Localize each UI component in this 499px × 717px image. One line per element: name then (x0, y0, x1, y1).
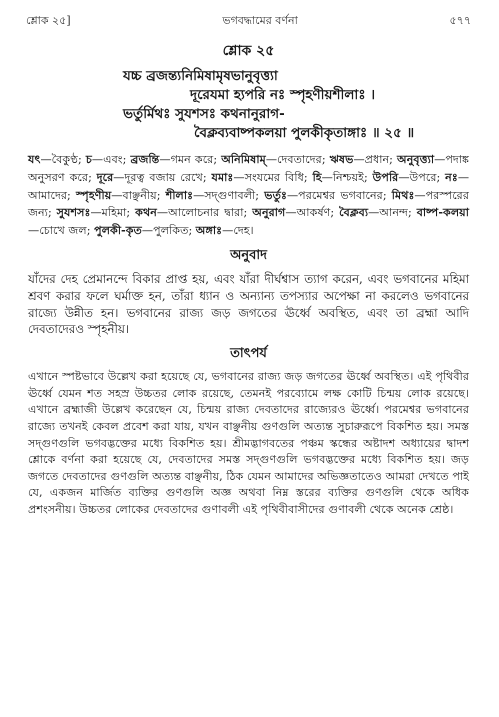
synonym-term: মিথঃ (391, 187, 415, 202)
synonym-meaning: প্রধান (364, 153, 390, 166)
synonym-term: ভর্তুঃ (264, 187, 287, 202)
verse-line: দূরেযমা হ্যপরি নঃ স্পৃহণীয়শীলাঃ । (190, 87, 376, 103)
synonym-meaning: নিশ্চয়ই (332, 170, 364, 184)
synonym-term: অনিমিষাম্ (221, 152, 266, 166)
verse-line: বৈক্লব্যবাষ্পকলয়া পুলকীকৃতাঙ্গাঃ ॥ ২৫ ॥ (194, 125, 415, 141)
synonym-meaning: চোখে জল (39, 224, 87, 238)
synonym-term: স্পৃহণীয় (76, 187, 112, 202)
synonym-term: হি (312, 169, 322, 184)
synonym-meaning: দূরত্ব বজায় রেখে (124, 170, 203, 184)
synonym-item: অনুবৃত্ত্যা—পদাঙ্ক অনুসরণ করে (28, 152, 470, 184)
synonym-item: হি—নিশ্চয়ই (312, 169, 364, 184)
purport-heading: তাৎপর্য (230, 346, 267, 362)
synonym-meaning: মহিমা (101, 206, 127, 220)
synonym-meaning: আকর্ষণ (296, 206, 331, 220)
synonym-item: উপরি—উপরে (372, 169, 437, 184)
synonym-item: পুলকী-কৃত—পুলকিত (94, 223, 189, 238)
synonym-term: বাষ্প-কলয়া (416, 205, 469, 220)
synonym-term: শীলাঃ (165, 187, 194, 202)
synonym-item: ব্রজন্তি—গমন করে (130, 152, 214, 166)
synonym-meaning: উপরে (409, 170, 437, 184)
synonym-item: সুযশসঃ—মহিমা (56, 205, 127, 220)
synonym-term: যমাঃ (211, 169, 234, 184)
synonym-item: কথন—আলোচনার দ্বারা (135, 205, 244, 220)
synonym-item: মিথঃ—পরস্পরের জন্য (28, 187, 469, 220)
synonym-meaning: দেহ (233, 224, 250, 238)
page-number: ৫৭৭ (449, 14, 471, 27)
sanskrit-verse (28, 67, 469, 143)
synonym-item: ঋষভ—প্রধান (329, 152, 390, 166)
word-meanings: যৎ—বৈকুণ্ঠ; চ—এবং; ব্রজন্তি—গমন করে; অনিমিষাম্—দেবতাদের; ঋষভ—প্রধান; অনুবৃত্ত্যা—পদাঙ্ক অনুসরণ করে; দূরে—দূরত্ব বজায় রেখে; যমাঃ—সংযমের বিধি; হি—নিশ্চয়ই; উপরি—উপরে; নঃ—আমাদের; স্পৃহণীয়—বাঞ্ছনীয়; শীলাঃ—সদ্‌গুণাবলী; ভর্তুঃ—পরমেশ্বর ভগবানের; মিথঃ—পরস্পরের জন্য; সুযশসঃ—মহিমা; কথন—আলোচনার দ্বারা; অনুরাগ—আকর্ষণ; বৈক্লব্য—আনন্দ; বাষ্প-কলয়া—চোখে জল; পুলকী-কৃত—পুলকিত; অঙ্গাঃ—দেহ। (28, 152, 470, 238)
synonym-meaning: পদাঙ্ক অনুসরণ করে (28, 153, 470, 184)
purport-text: এখানে স্পষ্টভাবে উল্লেখ করা হয়েছে যে, ভগবানের রাজ্য জড় জগতের ঊর্ধ্বে অবস্থিত। এই পৃথিবীর ঊর্ধ্বে যেমন শত সহস্র উচ্চতর লোক রয়েছে, তেমনই পরব্যোমে লক্ষ কোটি চিন্ময় লোক রয়েছে। এখানে ব্রহ্মাজী উল্লেখ করেছেন যে, চিন্ময় রাজ্য দেবতাদের রাজ্যেরও ঊর্ধ্বে। পরমেশ্বর ভগবানের রাজ্যে তখনই কেবল প্রবেশ করা যায়, যখন বাঞ্ছনীয় গুণগুলি অত্যন্ত সুচারুরূপে বিকশিত হয়। সমস্ত সদ্‌গুণগুলি ভগবদ্ভক্তের মধ্যে বিকশিত হয়। শ্রীমদ্ভাগবতের পঞ্চম স্কন্ধের অষ্টাদশ অধ্যায়ের দ্বাদশ শ্লোকে বর্ণনা করা হয়েছে যে, দেবতাদের সমস্ত সদ্‌গুণগুলি ভগবদ্ভক্তের মধ্যে বিকশিত হয়। জড় জগতে দেবতাদের গুণগুলি অত্যন্ত বাঞ্ছনীয়, ঠিক যেমন আমাদের অভিজ্ঞতাতেও আমরা দেখতে পাই যে, একজন মার্জিত ব্যক্তির গুণগুলি অজ্ঞ অথবা নিম্ন স্তরের ব্যক্তির গুণগুলি থেকে অধিক প্রশংসনীয়। উচ্চতর লোকের দেবতাদের গুণাবলী এই পৃথিবীবাসীদের গুণাবলী থেকে অনেক শ্রেষ্ঠ। (28, 370, 469, 516)
synonym-item: ভর্তুঃ—পরমেশ্বর ভগবানের (264, 187, 383, 202)
synonym-term: ঋষভ (329, 152, 354, 166)
synonym-meaning: সদ্‌গুণাবলী (204, 188, 256, 202)
synonym-meaning: আলোচনার দ্বারা (168, 206, 244, 220)
synonym-term: উপরি (372, 169, 399, 184)
synonym-item: অনুরাগ—আকর্ষণ (252, 205, 331, 220)
synonym-item: বৈক্লব্য—আনন্দ (339, 205, 408, 220)
synonym-item: বাষ্প-কলয়া—চোখে জল (28, 205, 469, 238)
synonym-meaning: পরমেশ্বর ভগবানের (298, 188, 383, 202)
synonym-term: নঃ (445, 169, 458, 184)
synonym-meaning: এবং (103, 153, 123, 166)
verse-line: ভর্তুর্মিথঃ সুযশসঃ কথনানুরাগ- (123, 106, 285, 122)
synonym-term: কথন (135, 205, 157, 220)
synonym-item: যৎ—বৈকুণ্ঠ (28, 152, 78, 166)
synonym-meaning: বাঞ্ছনীয় (122, 188, 157, 202)
synonym-term: চ (85, 152, 92, 166)
translation-heading: অনুবাদ (230, 247, 267, 263)
header-verse-ref: শ্লোক ২৫] (26, 14, 71, 27)
synonym-term: অনুরাগ (252, 205, 286, 220)
verse-line: যচ্চ ব্রজন্ত্যনিমিষামৃষভানুবৃত্ত্যা (123, 68, 278, 84)
synonym-item: শীলাঃ—সদ্‌গুণাবলী (165, 187, 256, 202)
header-chapter-title: ভগবদ্ধামের বর্ণনা (222, 14, 298, 27)
synonym-item: স্পৃহণীয়—বাঞ্ছনীয় (76, 187, 157, 202)
synonym-item: নঃ—আমাদের (28, 169, 470, 202)
running-header (26, 12, 471, 31)
synonym-meaning: আনন্দ (379, 206, 408, 220)
synonym-term: অঙ্গাঃ (195, 223, 223, 238)
synonym-term: বৈক্লব্য (339, 205, 369, 220)
synonym-term: দূরে (96, 169, 114, 184)
synonym-item: যমাঃ—সংযমের বিধি (211, 169, 304, 184)
synonym-meaning: সংযমের বিধি (244, 170, 304, 184)
synonym-term: পুলকী-কৃত (94, 223, 142, 238)
synonym-meaning: পুলকিত (153, 224, 189, 238)
synonym-item: চ—এবং (85, 152, 123, 166)
synonym-meaning: দেবতাদের (277, 153, 322, 166)
translation-text: যাঁদের দেহ প্রেমানন্দে বিকার প্রাপ্ত হয়, এবং যাঁরা দীর্ঘশ্বাস ত্যাগ করেন, এবং ভগবানের মহিমা শ্রবণ করার ফলে ঘর্মাক্ত হন, তাঁরা ধ্যান ও অন্যান্য তপস্যার অপেক্ষা না করলেও ভগবানের রাজ্যে উন্নীত হন। ভগবানের রাজ্য জড় জগতের ঊর্ধ্বে অবস্থিত, এবং তা ব্রহ্মা আদি দেবতাদেরও স্পৃহনীয়। (28, 271, 469, 337)
synonym-meaning: বৈকুণ্ঠ (51, 153, 78, 166)
synonym-item: দূরে—দূরত্ব বজায় রেখে (96, 169, 203, 184)
synonym-term: ব্রজন্তি (130, 152, 160, 166)
synonym-term: অনুবৃত্ত্যা (397, 152, 435, 166)
synonym-item: অনিমিষাম্—দেবতাদের (221, 152, 322, 166)
synonym-meaning: পরস্পরের জন্য (28, 188, 469, 220)
synonym-item: অঙ্গাঃ—দেহ (195, 223, 250, 238)
synonym-term: যৎ (28, 152, 41, 166)
synonym-meaning: গমন করে (170, 153, 214, 166)
verse-number: শ্লোক ২৫ (222, 43, 275, 59)
synonym-term: সুযশসঃ (56, 205, 91, 220)
synonym-meaning: আমাদের (28, 188, 68, 202)
